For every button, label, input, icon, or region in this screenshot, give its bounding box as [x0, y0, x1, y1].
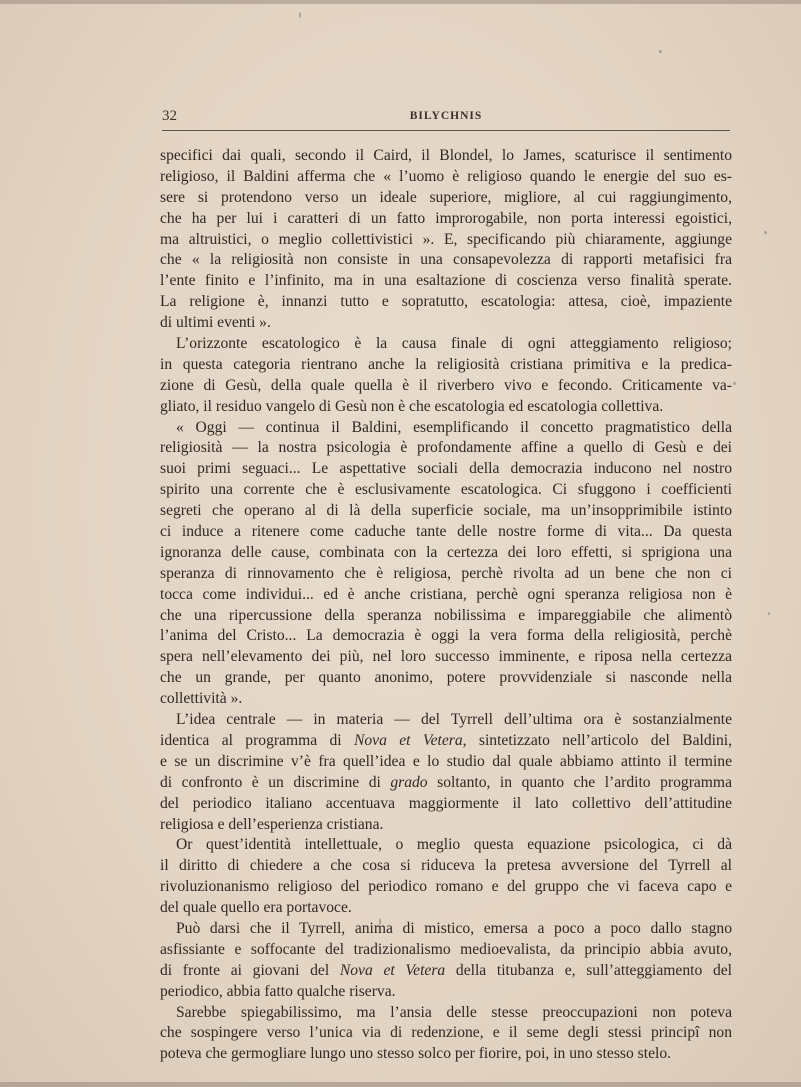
text-line: ignoranza delle cause, combinata con la certezza dei loro effetti, si sprigiona una: [160, 543, 732, 561]
text-line: sere si protendono verso un ideale superiore, migliore, al cui raggiungimento,: [160, 188, 732, 206]
paragraph-first-line: Può darsi che il Tyrrell, anima di mistico, emersa a poco a poco dallo stagno: [176, 919, 732, 937]
text-line: del periodico italiano accentuava maggiormente il lato collettivo dell’attitudine: [160, 794, 732, 812]
text-line: di ultimi eventi ».: [160, 314, 271, 332]
text-line: rivoluzionanismo religioso del periodico romano e del gruppo che vi faceva capo e: [160, 878, 732, 896]
text-line: che ha per lui i caratteri di un fatto improrogabile, non porta interessi egoistici,: [160, 209, 732, 227]
paper-fleck: [768, 612, 770, 615]
text-line: periodico, abbia fatto qualche riserva.: [160, 982, 396, 1000]
text-line: il diritto di chiedere a che cosa si riduceva la pretesa avversione del Tyrrell al: [160, 857, 732, 875]
page-header: [162, 108, 730, 130]
text-line: del quale quello era portavoce.: [160, 899, 352, 917]
text-line: collettività ».: [160, 690, 243, 708]
text-line: religiosa e dell’esperienza cristiana.: [160, 815, 384, 833]
body-text: [160, 146, 732, 1065]
text-line: di fronte ai giovani del Nova et Vetera della titubanza e, sull’atteggiamento del: [160, 961, 732, 979]
text-line: identica al programma di Nova et Vetera, sintetizzato nell’articolo del Baldini,: [160, 731, 732, 749]
text-line: zione di Gesù, della quale quella è il riverbero vivo e fecondo. Criticamente va-: [160, 376, 732, 394]
paragraph-first-line: L’idea centrale — in materia — del Tyrrell dell’ultima ora è sostanzialmente: [176, 711, 732, 729]
text-line: ma altruistici, o meglio collettivistici ». E, specificando più chiaramente, aggiunge: [160, 230, 732, 248]
text-line: che una ripercussione della speranza nobilissima e impareggiabile che alimentò: [160, 606, 732, 624]
paper-fleck: [733, 382, 736, 385]
paper-fleck: [299, 12, 301, 18]
paragraph-first-line: Or quest’identità intellettuale, o meglio questa equazione psicologica, ci dà: [176, 836, 732, 854]
paragraph-first-line: « Oggi — continua il Baldini, esemplificando il concetto pragmatistico della: [176, 418, 732, 436]
text-line: spera nell’elevamento dei più, nel loro successo imminente, e riposa nella certezza: [160, 648, 732, 666]
text-line: che un grande, per quanto anonimo, potere provvidenziale si nasconde nella: [160, 669, 732, 687]
text-line: speranza di rinnovamento che è religiosa, perchè rivolta ad un bene che non ci: [160, 564, 732, 582]
text-line: poteva che germogliare lungo uno stesso solco per fiorire, poi, in uno stesso stelo.: [160, 1045, 672, 1063]
paper-fleck: [659, 50, 662, 53]
page-number: 32: [162, 108, 177, 124]
text-line: che sospingere verso l’unica via di redenzione, e il seme degli stessi principî non: [160, 1024, 732, 1042]
running-title: BILYCHNIS: [409, 110, 483, 122]
paper-fleck: [764, 231, 767, 234]
paragraph-first-line: L’orizzonte escatologico è la causa finale di ogni atteggiamento religioso;: [176, 335, 732, 353]
text-line: tocca come individui... ed è anche cristiana, perchè ogni speranza religiosa non è: [160, 585, 732, 603]
text-line: La religione è, innanzi tutto e sopratutto, escatologia: attesa, cioè, impaziente: [160, 293, 732, 311]
text-line: ci induce a ritenere come caduche tante delle nostre forme di vita... Da questa: [160, 523, 732, 541]
text-line: gliato, il residuo vangelo di Gesù non è che escatologia ed escatologia collettiva.: [160, 397, 664, 415]
page-bottom-edge: [0, 1082, 801, 1087]
text-line: specifici dai quali, secondo il Caird, il Blondel, lo James, scaturisce il sentimento: [160, 147, 732, 164]
page-top-edge: [0, 0, 801, 4]
text-line: suoi primi seguaci... Le aspettative sociali della democrazia inducono nel nostro: [160, 460, 732, 478]
text-line: asfissiante e soffocante del tradizionalismo medioevalista, da principio abbia avuto,: [160, 940, 732, 958]
text-line: di confronto è un discrimine di grado soltanto, in quanto che l’ardito programma: [160, 773, 732, 791]
text-line: l’ente finito e l’infinito, ma in una esaltazione di coscienza verso finalità sperate.: [160, 272, 732, 290]
text-line: e se un discrimine v’è fra quell’idea e lo studio dal quale abbiamo attinto il termine: [160, 752, 732, 770]
text-line: religioso, il Baldini afferma che « l’uomo è religioso quando le energie del suo es-: [160, 167, 732, 185]
paragraph-first-line: Sarebbe spiegabilissimo, ma l’ansia delle stesse preoccupazioni non poteva: [176, 1003, 732, 1021]
text-line: segreti che operano al di là della superficie sociale, ma un’insopprimibile istinto: [160, 502, 732, 520]
text-line: in questa categoria rientrano anche la religiosità cristiana primitiva e la predica-: [160, 355, 732, 373]
text-line: spirito una corrente che è esclusivamente escatologica. Ci sfuggono i coefficienti: [160, 481, 732, 499]
header-rule: [162, 130, 730, 131]
text-line: che « la religiosità non consiste in una consapevolezza di rapporti metafisici fra: [160, 251, 732, 269]
text-line: religiosità — la nostra psicologia è profondamente affine a quello di Gesù e dei: [160, 439, 732, 457]
text-line: l’anima del Cristo... La democrazia è oggi la vera forma della religiosità, perchè: [160, 627, 732, 645]
